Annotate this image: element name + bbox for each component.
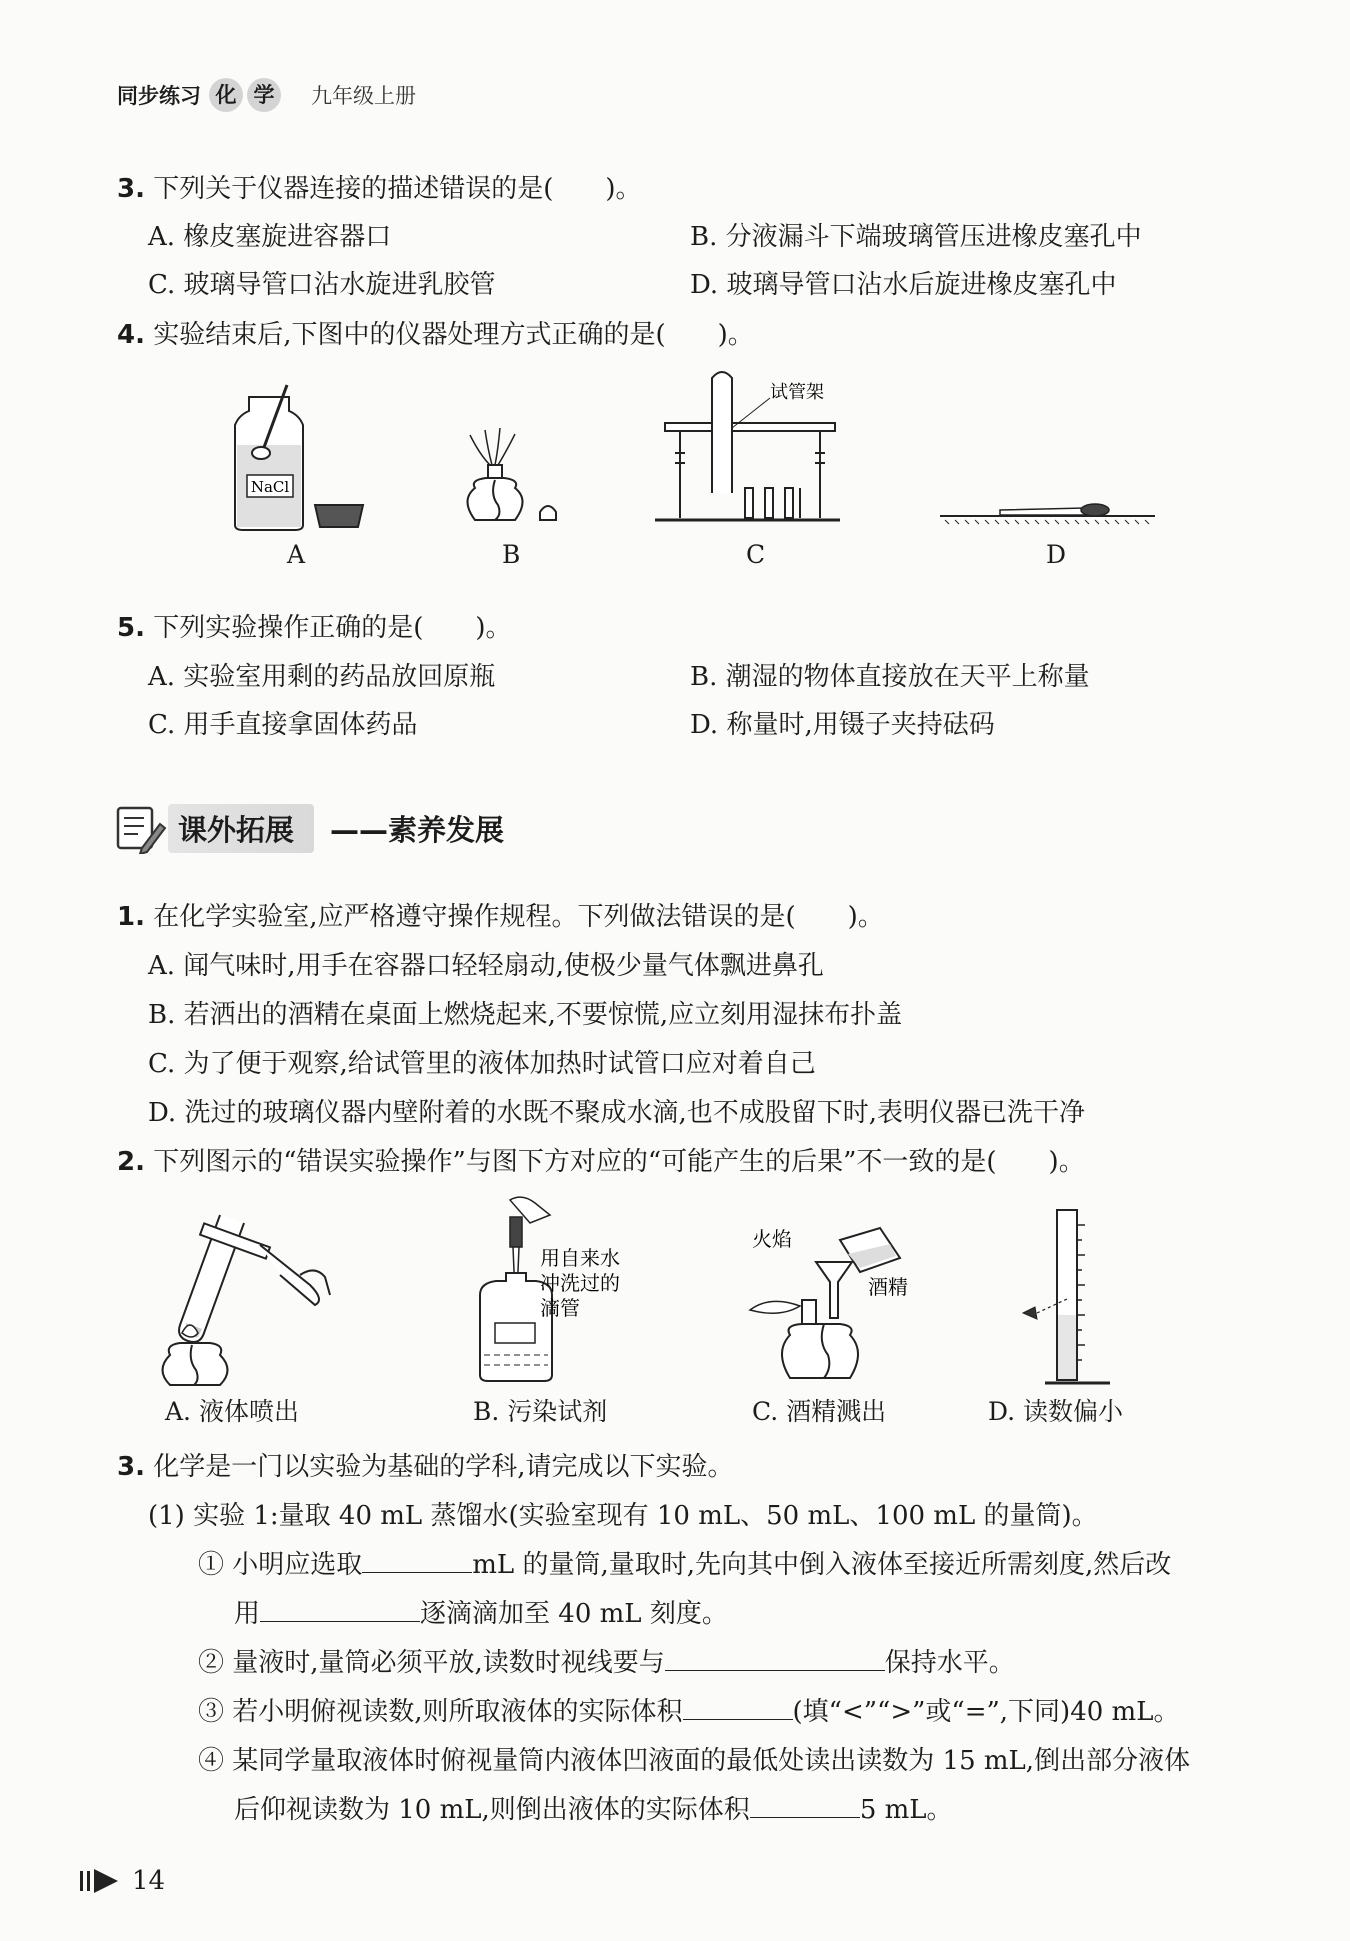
e3-sub-4-line-1: ④ 某同学量取液体时俯视量筒内液体凹液面的最低处读出读数为 15 mL,倒出部分液体 [198,1746,1191,1776]
e3-sub-3-text-b: (填“<”“>”或“=”,下同)40 mL。 [792,1697,1180,1727]
e2-figure-d [1015,1205,1135,1390]
e2-figure-a [140,1205,340,1390]
flame-label: 火焰 [752,1227,792,1251]
e2-stem-line [117,1141,1085,1178]
q5-stem-line [117,607,512,644]
q3-option-b: B. 分液漏斗下端玻璃管压进橡皮塞孔中 [690,222,1142,252]
q3-option-c: C. 玻璃导管口沾水旋进乳胶管 [148,270,496,300]
q4-number: 4. [117,320,145,350]
e3-sub-1-line-1 [198,1544,1171,1581]
e3-part-1: (1) 实验 1:量取 40 mL 蒸馏水(实验室现有 10 mL、50 mL、100 mL 的量筒)。 [148,1501,1098,1531]
e3-sub-4-text-b: 后仰视读数为 10 mL,则倒出液体的实际体积 [234,1795,750,1825]
e3-number: 3. [117,1452,145,1482]
subject-char-1: 化 [209,78,243,112]
q3-stem: 下列关于仪器连接的描述错误的是( )。 [153,174,642,204]
e2-number: 2. [117,1147,145,1177]
e2-caption-c: C. 酒精溅出 [752,1397,887,1426]
nacl-label: NaCl [250,478,290,496]
e3-sub-1-text-b: mL 的量筒,量取时,先向其中倒入液体至接近所需刻度,然后改 [472,1550,1172,1580]
e3-sub-2-line [198,1642,1015,1679]
grade-label: 九年级上册 [311,84,416,108]
e3-sub-1-text-c: 用 [234,1599,261,1629]
page-footer [80,1866,165,1896]
e3-stem: 化学是一门以实验为基础的学科,请完成以下实验。 [153,1452,734,1482]
page-number: 14 [132,1866,166,1896]
answer-blank-comparison-1[interactable] [683,1697,793,1720]
e2-caption-a: A. 液体喷出 [165,1397,299,1426]
answer-blank-comparison-2[interactable] [750,1795,860,1818]
q4-stem: 实验结束后,下图中的仪器处理方式正确的是( )。 [153,320,754,350]
rack-label: 试管架 [770,382,824,403]
q3-stem-line [117,168,642,205]
q3-option-d: D. 玻璃导管口沾水后旋进橡皮塞孔中 [690,270,1117,300]
e2-figure-c [740,1210,920,1390]
q3-option-a: A. 橡皮塞旋进容器口 [148,222,392,252]
e1-number: 1. [117,902,145,932]
e1-stem: 在化学实验室,应严格遵守操作规程。下列做法错误的是( )。 [153,902,884,932]
e3-sub-1-text-d: 逐滴滴加至 40 mL 刻度。 [420,1599,728,1629]
e3-sub-2-text-b: 保持水平。 [884,1648,1015,1678]
q4-caption-c: C [746,540,766,569]
e2-caption-d: D. 读数偏小 [988,1397,1124,1426]
q4-caption-b: B [502,540,521,569]
q4-figure-a [215,375,375,535]
dropper-note-line-1: 用自来水 [540,1246,620,1270]
e1-option-b: B. 若洒出的酒精在桌面上燃烧起来,不要惊慌,应立刻用湿抹布扑盖 [148,1000,903,1030]
e3-sub-4-line-2 [234,1789,953,1826]
book-title: 同步练习 [117,84,201,108]
e2-figure-b [460,1195,650,1390]
q4-stem-line [117,314,754,351]
e3-sub-2-text-a: ② 量液时,量筒必须平放,读数时视线要与 [198,1648,665,1678]
q5-number: 5. [117,613,145,643]
answer-blank-volume[interactable] [362,1550,472,1573]
q4-caption-a: A [287,540,306,569]
q4-figure-c [650,368,880,538]
e3-sub-1-line-2 [234,1593,728,1630]
answer-blank-instrument[interactable] [260,1599,420,1622]
q4-caption-d: D [1046,540,1067,569]
page-marker-icon [80,1868,122,1894]
subject-badge [209,78,281,112]
q4-figure-d [935,490,1165,530]
e1-option-c: C. 为了便于观察,给试管里的液体加热时试管口应对着自己 [148,1049,816,1079]
q5-option-c: C. 用手直接拿固体药品 [148,710,418,740]
e1-stem-line [117,896,884,933]
e3-sub-3-text-a: ③ 若小明俯视读数,则所取液体的实际体积 [198,1697,683,1727]
notepad-pencil-icon [112,802,168,854]
e2-stem: 下列图示的“错误实验操作”与图下方对应的“可能产生的后果”不一致的是( )。 [153,1147,1085,1177]
subject-char-2: 学 [247,78,281,112]
q5-stem: 下列实验操作正确的是( )。 [153,613,512,643]
e3-sub-1-text-a: ① 小明应选取 [198,1550,363,1580]
q4-figure-b [440,420,580,540]
answer-blank-sightline[interactable] [665,1648,885,1671]
q5-option-a: A. 实验室用剩的药品放回原瓶 [148,662,496,692]
e3-sub-3-line [198,1691,1179,1728]
page-header [117,78,416,112]
q3-number: 3. [117,174,145,204]
e1-option-a: A. 闻气味时,用手在容器口轻轻扇动,使极少量气体飘进鼻孔 [148,951,824,981]
dropper-note-line-3: 滴管 [540,1296,580,1320]
e2-caption-b: B. 污染试剂 [473,1397,608,1426]
section-banner [112,800,532,856]
e3-stem-line [117,1446,734,1483]
dropper-note-line-2: 冲洗过的 [540,1271,620,1295]
alcohol-label: 酒精 [868,1275,908,1299]
section-subtitle: ——素养发展 [330,812,505,847]
section-title: 课外拓展 [168,804,314,853]
q5-option-b: B. 潮湿的物体直接放在天平上称量 [690,662,1090,692]
e1-option-d: D. 洗过的玻璃仪器内壁附着的水既不聚成水滴,也不成股留下时,表明仪器已洗干净 [148,1098,1085,1128]
q5-option-d: D. 称量时,用镊子夹持砝码 [690,710,995,740]
e3-sub-4-text-c: 5 mL。 [859,1795,953,1825]
